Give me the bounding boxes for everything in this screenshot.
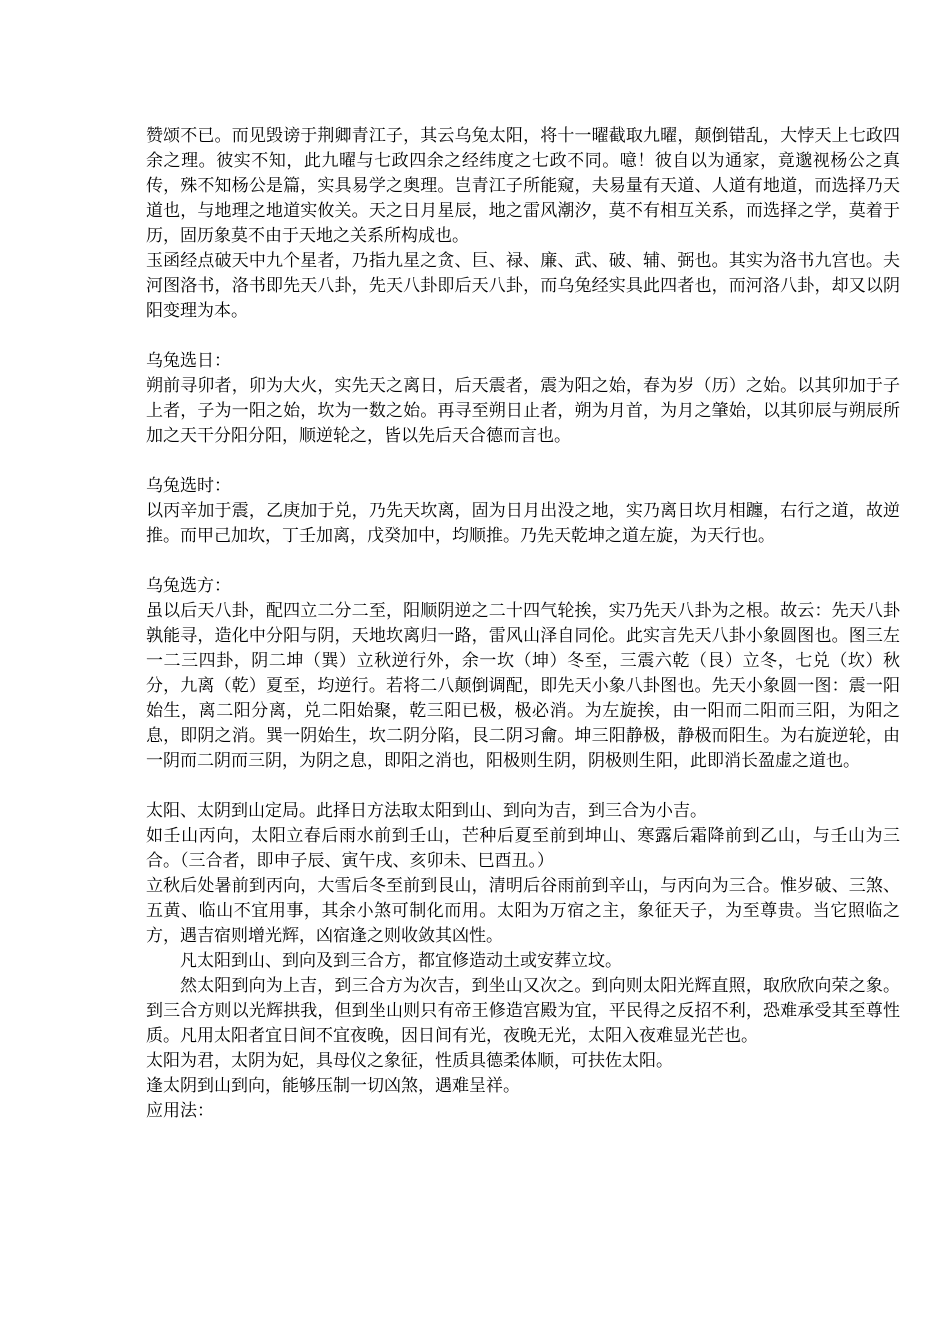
document-body	[146, 124, 900, 1124]
paragraph-moon-to-mountain: 逢太阴到山到向，能够压制一切凶煞，遇难呈祥。	[146, 1076, 520, 1096]
blank-line	[146, 324, 900, 349]
paragraph-construction: 凡太阳到山、到向及到三合方，都宜修造动土或安葬立坟。	[180, 951, 622, 971]
paragraph-select-day: 朔前寻卯者，卯为大火，实先天之离日，后天震者，震为阳之始，春为岁（历）之始。以其卯加于子上者，子为一阳之始，坎为一数之始。再寻至朔日止者，朔为月首，为月之肇始，以其卯辰与朔辰所加之天干分阳分阳，顺逆轮之，皆以先后天合德而言也。	[146, 376, 900, 446]
paragraph-select-direction: 虽以后天八卦，配四立二分二至，阳顺阴逆之二十四气轮挨，实乃先天八卦为之根。故云：先天八卦孰能寻，造化中分阳与阴，天地坎离归一路，雷风山泽自同伦。此实言先天八卦小象圆图也。图三左一二三四卦，阴二坤（巽）立秋逆行外，余一坎（坤）冬至，三震六乾（艮）立冬，七兑（坎）秋分，九离（乾）夏至，均逆行。若将二八颠倒调配，即先天小象八卦图也。先天小象圆一图：震一阳始生，离二阳分离，兑二阳始聚，乾三阳已极，极必消。为左旋挨，由一阳而二阳而三阳，为阳之息，即阴之消。巽一阴始生，坎二阴分陷，艮二阴习龠。坤三阳静极，静极而阳生。为右旋逆轮，由一阴而二阴而三阴，为阴之息，即阳之消也，阳极则生阴，阴极则生阳，此即消长盈虚之道也。	[146, 601, 900, 771]
blank-line	[146, 774, 900, 799]
paragraph-renshan-example: 如壬山丙向，太阳立春后雨水前到壬山，芒种后夏至前到坤山、寒露后霜降前到乙山，与壬山为三合。（三合者，即申子辰、寅午戌、亥卯未、巳酉丑。）	[146, 826, 900, 871]
blank-line	[146, 549, 900, 574]
heading-wutu-select-hour: 乌兔选时：	[146, 476, 231, 496]
blank-line	[146, 449, 900, 474]
heading-wutu-select-direction: 乌兔选方：	[146, 576, 231, 596]
paragraph-sun-to-direction: 然太阳到向为上吉，到三合方为次吉，到坐山又次之。到向则太阳光辉直照，取欣欣向荣之象。到三合方则以光辉拱我，但到坐山则只有帝王修造宫殿为宜，平民得之反招不利，恐难承受其至尊性质。凡用太阳者宜日间不宜夜晚，因日间有光，夜晚无光，太阳入夜难显光芒也。	[146, 976, 900, 1046]
paragraph-yuhan-jing: 玉函经点破天中九个星者，乃指九星之贪、巨、禄、廉、武、破、辅、弼也。其实为洛书九宫也。夫河图洛书，洛书即先天八卦，先天八卦即后天八卦，而乌兔经实具此四者也，而河洛八卦，却又以阴阳变理为本。	[146, 251, 900, 321]
paragraph-liqiu-example: 立秋后处暑前到丙向，大雪后冬至前到艮山，清明后谷雨前到辛山，与丙向为三合。惟岁破、三煞、五黄、临山不宜用事，其余小煞可制化而用。太阳为万宿之主，象征天子，为至尊贵。当它照临之方，遇吉宿则增光辉，凶宿逢之则收敛其凶性。	[146, 876, 900, 946]
paragraph-select-hour: 以丙辛加于震，乙庚加于兑，乃先天坎离，固为日月出没之地，实乃离日坎月相躔，右行之道，故逆推。而甲己加坎，丁壬加离，戊癸加中，均顺推。乃先天乾坤之道左旋，为天行也。	[146, 501, 900, 546]
paragraph-sun-moon-ruler: 太阳为君，太阴为妃，具母仪之象征，性质具德柔体顺，可扶佐太阳。	[146, 1051, 673, 1071]
paragraph-sun-moon-layout: 太阳、太阴到山定局。此择日方法取太阳到山、到向为吉，到三合为小吉。	[146, 801, 707, 821]
heading-application: 应用法：	[146, 1101, 214, 1121]
paragraph-intro-continued: 赞颂不已。而见毁谤于荆卿青江子，其云乌兔太阳，将十一曜截取九曜，颠倒错乱，大悖天上七政四余之理。彼实不知，此九曜与七政四余之经纬度之七政不同。噫！彼自以为通家，竟邈视杨公之真传，殊不知杨公是篇，实具易学之奥理。岂青江子所能窥，夫易量有天道、人道有地道，而选择乃天道也，与地理之地道实攸关。天之日月星辰，地之雷风潮汐，莫不有相互关系，而选择之学，莫着于历，固历象莫不由于天地之关系所构成也。	[146, 126, 900, 246]
heading-wutu-select-day: 乌兔选日：	[146, 351, 231, 371]
